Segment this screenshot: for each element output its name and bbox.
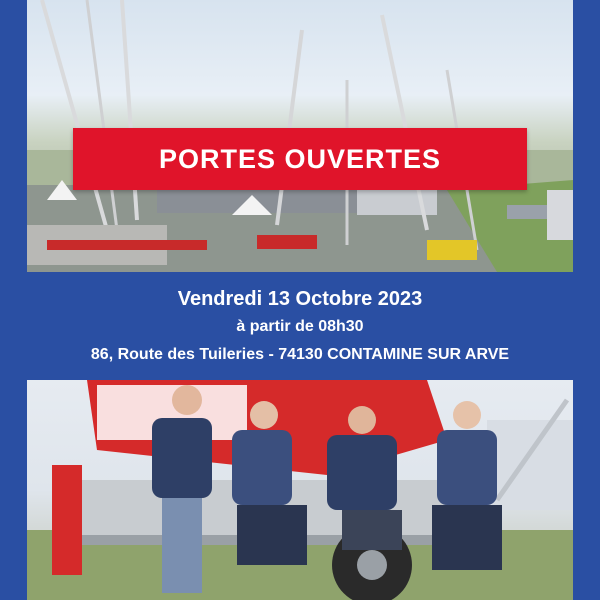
banner-title: PORTES OUVERTES <box>158 143 442 174</box>
bottom-photo-team <box>27 380 573 600</box>
event-date: Vendredi 13 Octobre 2023 <box>177 288 423 310</box>
team-truck-illustration <box>27 380 573 600</box>
event-info <box>0 280 600 367</box>
event-address: 86, Route des Tuileries - 74130 CONTAMINE SUR ARVE <box>90 346 510 363</box>
event-time: à partir de 08h30 <box>236 318 364 335</box>
portes-ouvertes-banner <box>73 128 527 190</box>
